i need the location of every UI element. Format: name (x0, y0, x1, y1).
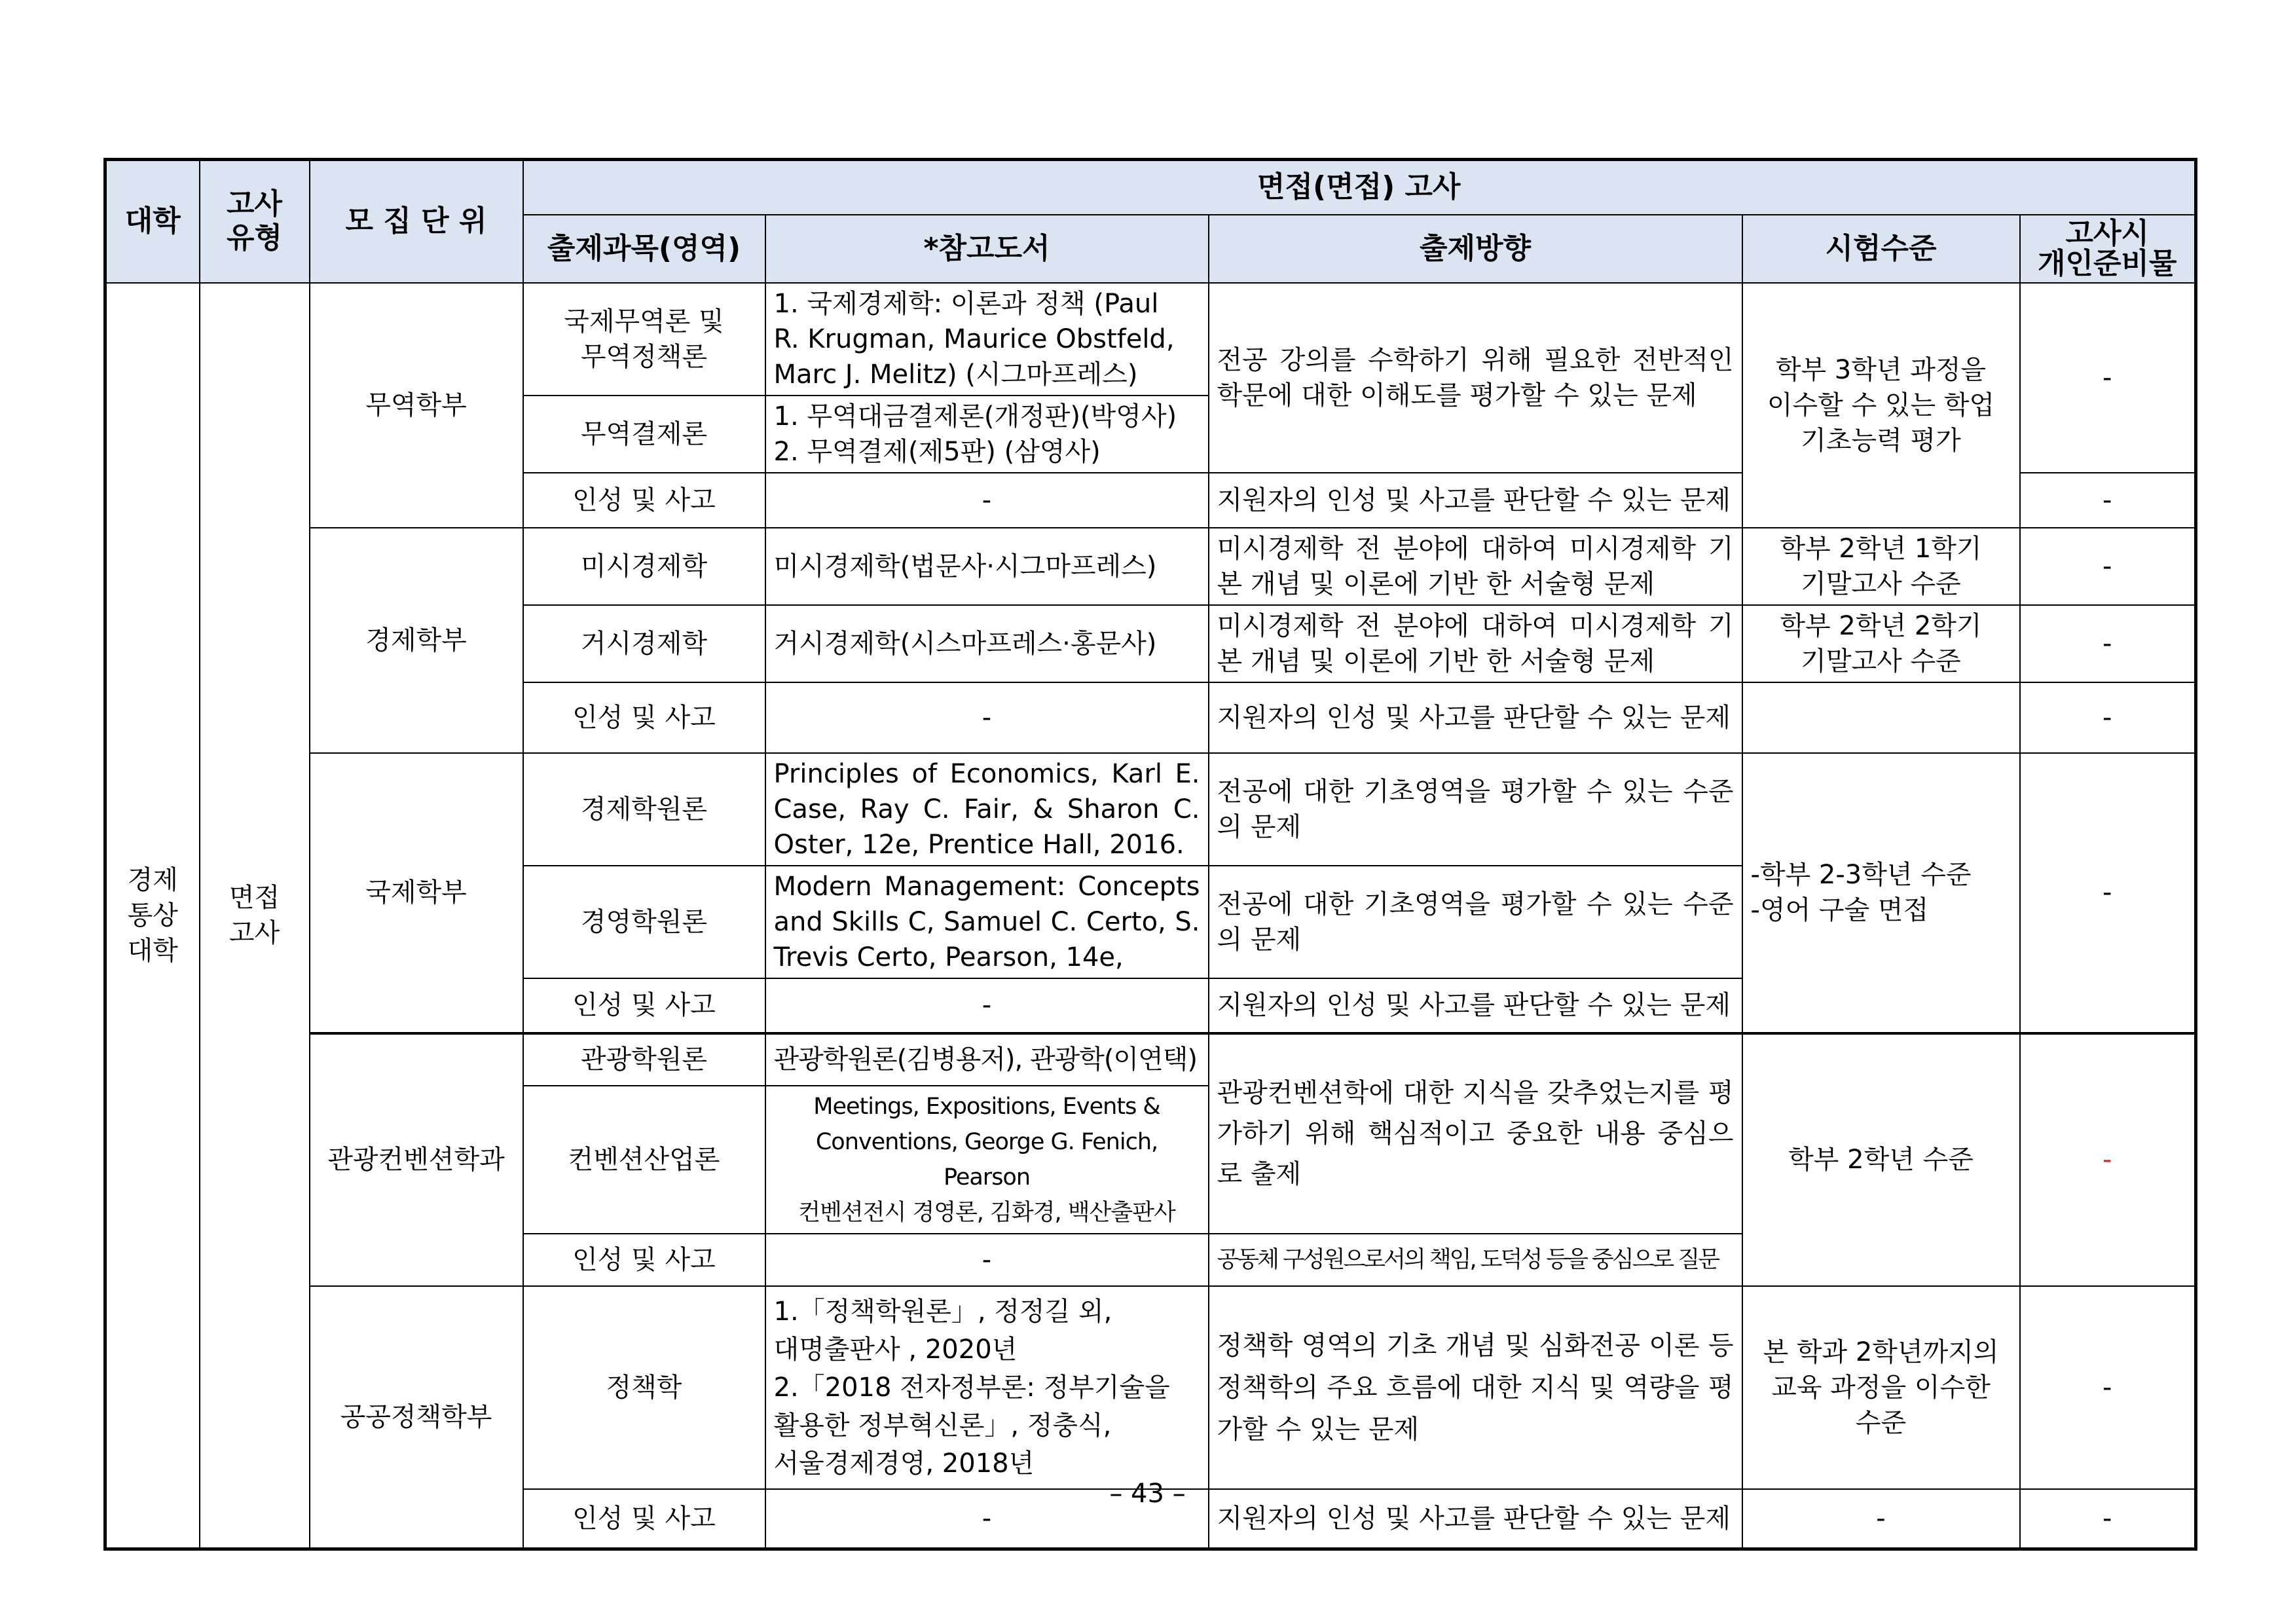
trade-book-3: - (765, 473, 1209, 528)
unit-policy: 공공정책학부 (310, 1286, 523, 1549)
policy-subject-3: 인성 및 사고 (523, 1489, 765, 1549)
tour-book-3: - (765, 1234, 1209, 1286)
econ-level-3 (1742, 682, 2020, 753)
policy-level-1: 본 학과 2학년까지의 교육 과정을 이수한 수준 (1742, 1286, 2020, 1489)
econ-direction-3: 지원자의 인성 및 사고를 판단할 수 있는 문제 (1209, 682, 1742, 753)
econ-materials-3: - (2020, 682, 2196, 753)
tour-direction: 관광컨벤션학에 대한 지식을 갖추었는지를 평가하기 위해 핵심적이고 중요한 내용 중심으로 출제 (1209, 1033, 1742, 1234)
trade-subject-1: 국제무역론 및 무역정책론 (523, 283, 765, 396)
trade-book-1: 1. 국제경제학: 이론과 정책 (Paul R. Krugman, Maurice Obstfeld, Marc J. Melitz) (시그마프레스) (765, 283, 1209, 396)
tour-book-2: Meetings, Expositions, Events & Conventions, George G. Fenich, Pearson 컨벤션전시 경영론, 김화경, 백산출판사 (765, 1086, 1209, 1234)
tour-subject-2: 컨벤션산업론 (523, 1086, 765, 1234)
tour-subject-3: 인성 및 사고 (523, 1234, 765, 1286)
intl-book-2: Modern Management: Concepts and Skills C, Samuel C. Certo, S. Trevis Certo, Pearson, 14e, (765, 866, 1209, 978)
policy-direction-1: 정책학 영역의 기초 개념 및 심화전공 이론 등 정책학의 주요 흐름에 대한 지식 및 역량을 평가할 수 있는 문제 (1209, 1286, 1742, 1489)
econ-subject-2: 거시경제학 (523, 605, 765, 682)
intl-direction-1: 전공에 대한 기초영역을 평가할 수 있는 수준의 문제 (1209, 753, 1742, 866)
tour-level: 학부 2학년 수준 (1742, 1033, 2020, 1286)
header-books: *참고도서 (765, 215, 1209, 283)
intl-direction-3: 지원자의 인성 및 사고를 판단할 수 있는 문제 (1209, 978, 1742, 1033)
admission-interview-table (103, 158, 2197, 1551)
intl-direction-2: 전공에 대한 기초영역을 평가할 수 있는 수준의 문제 (1209, 866, 1742, 978)
policy-subject-1: 정책학 (523, 1286, 765, 1489)
trade-book-2: 1. 무역대금결제론(개정판)(박영사) 2. 무역결제(제5판) (삼영사) (765, 396, 1209, 473)
trade-direction-3: 지원자의 인성 및 사고를 판단할 수 있는 문제 (1209, 473, 1742, 528)
policy-materials-1: - (2020, 1286, 2196, 1489)
intl-subject-1: 경제학원론 (523, 753, 765, 866)
econ-book-2: 거시경제학(시스마프레스·홍문사) (765, 605, 1209, 682)
policy-book-1: 1.「정책학원론」, 정정길 외, 대명출판사 , 2020년 2.「2018 전자정부론: 정부기술을 활용한 정부혁신론」, 정충식, 서울경제경영, 2018년 (765, 1286, 1209, 1489)
intl-subject-2: 경영학원론 (523, 866, 765, 978)
intl-book-1: Principles of Economics, Karl E. Case, Ray C. Fair, & Sharon C. Oster, 12e, Prentice Hall, 2016. (765, 753, 1209, 866)
trade-subject-2: 무역결제론 (523, 396, 765, 473)
intl-level: -학부 2-3학년 수준 -영어 구술 면접 (1742, 753, 2020, 1033)
tour-direction-3: 공동체 구성원으로서의 책임, 도덕성 등을 중심으로 질문 (1209, 1234, 1742, 1286)
policy-direction-3: 지원자의 인성 및 사고를 판단할 수 있는 문제 (1209, 1489, 1742, 1549)
econ-direction-2: 미시경제학 전 분야에 대하여 미시경제학 기본 개념 및 이론에 기반 한 서술형 문제 (1209, 605, 1742, 682)
econ-direction-1: 미시경제학 전 분야에 대하여 미시경제학 기본 개념 및 이론에 기반 한 서술형 문제 (1209, 528, 1742, 605)
trade-materials: - (2020, 283, 2196, 473)
intl-subject-3: 인성 및 사고 (523, 978, 765, 1033)
header-college: 대학 (105, 160, 200, 283)
header-direction: 출제방향 (1209, 215, 1742, 283)
tour-book-1: 관광학원론(김병용저), 관광학(이연택) (765, 1033, 1209, 1086)
page-number: – 43 – (1109, 1479, 1186, 1509)
econ-book-3: - (765, 682, 1209, 753)
econ-level-2: 학부 2학년 2학기 기말고사 수준 (1742, 605, 2020, 682)
policy-materials-3: - (2020, 1489, 2196, 1549)
trade-subject-3: 인성 및 사고 (523, 473, 765, 528)
econ-book-1: 미시경제학(법문사·시그마프레스) (765, 528, 1209, 605)
header-interview-group: 면접(면접) 고사 (523, 160, 2196, 215)
header-level: 시험수준 (1742, 215, 2020, 283)
unit-trade: 무역학부 (310, 283, 523, 528)
trade-materials-3: - (2020, 473, 2196, 528)
exam-type-cell: 면접 고사 (200, 283, 310, 1549)
college-cell: 경제 통상 대학 (105, 283, 200, 1549)
tour-subject-1: 관광학원론 (523, 1033, 765, 1086)
unit-intl: 국제학부 (310, 753, 523, 1033)
unit-econ: 경제학부 (310, 528, 523, 753)
policy-book-3: - (765, 1489, 1209, 1549)
trade-level: 학부 3학년 과정을 이수할 수 있는 학업 기초능력 평가 (1742, 283, 2020, 528)
policy-level-3: - (1742, 1489, 2020, 1549)
econ-level-1: 학부 2학년 1학기 기말고사 수준 (1742, 528, 2020, 605)
unit-tour: 관광컨벤션학과 (310, 1033, 523, 1286)
econ-subject-3: 인성 및 사고 (523, 682, 765, 753)
intl-materials: - (2020, 753, 2196, 1033)
econ-subject-1: 미시경제학 (523, 528, 765, 605)
trade-direction: 전공 강의를 수학하기 위해 필요한 전반적인 학문에 대한 이해도를 평가할 수 있는 문제 (1209, 283, 1742, 473)
header-unit: 모 집 단 위 (310, 160, 523, 283)
tour-materials: - (2020, 1033, 2196, 1286)
header-exam-type: 고사 유형 (200, 160, 310, 283)
intl-book-3: - (765, 978, 1209, 1033)
header-subject: 출제과목(영역) (523, 215, 765, 283)
header-materials: 고사시 개인준비물 (2020, 215, 2196, 283)
econ-materials-1: - (2020, 528, 2196, 605)
econ-materials-2: - (2020, 605, 2196, 682)
